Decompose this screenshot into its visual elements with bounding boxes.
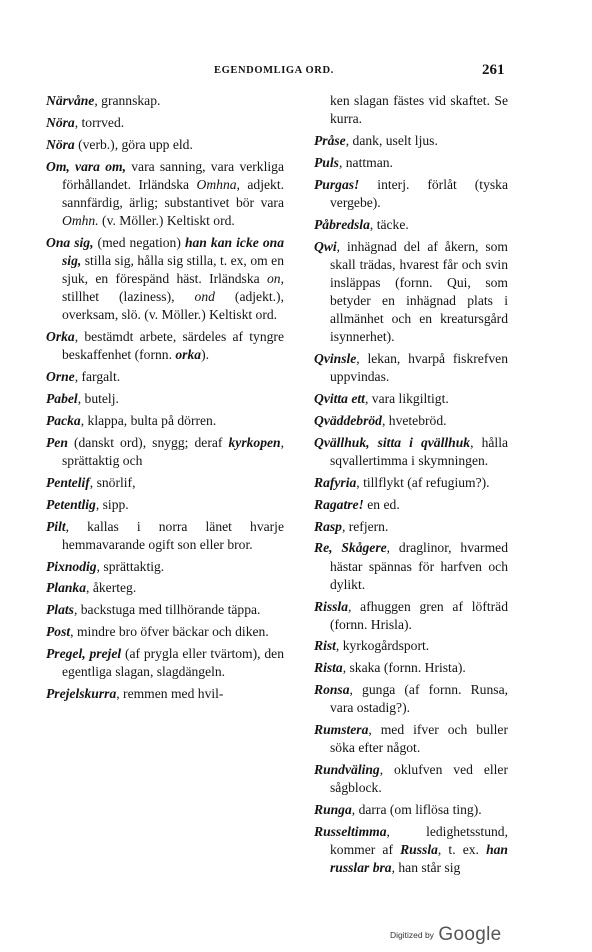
definition-text: , lekan, hvarpå fiskrefven uppvindas.	[330, 351, 508, 385]
headword: Prejelskurra	[46, 686, 117, 702]
definition-text: , dank, uselt ljus.	[345, 132, 438, 148]
headword: Purgas!	[314, 176, 360, 192]
headword: Orne	[46, 369, 75, 385]
definition-text: (danskt ord), snygg; deraf	[67, 434, 229, 450]
dictionary-entry	[314, 412, 508, 430]
dictionary-entry	[314, 823, 508, 877]
headword: Rissla	[314, 598, 348, 614]
dictionary-entry	[314, 390, 508, 408]
headword: Post	[46, 624, 71, 640]
headword: kyrkopen	[228, 434, 281, 450]
google-logo: Google	[438, 924, 502, 945]
dictionary-entry	[46, 496, 284, 514]
definition-text: (adjekt.), overksam, slö. (v. Möller.) Keltiskt ord.	[62, 289, 284, 323]
definition-text: adjekt. sannfärdig, ärlig; substantivet bör vara	[62, 176, 284, 210]
definition-text: , sprättaktig och	[62, 434, 284, 468]
dictionary-entry	[314, 539, 508, 593]
definition-text: , vara likgiltigt.	[364, 390, 449, 406]
dictionary-entry	[314, 801, 508, 819]
dictionary-entry	[46, 685, 284, 703]
definition-text: , hvetebröd.	[381, 412, 447, 428]
italic-term: ond	[194, 289, 215, 305]
headword: Ona sig,	[46, 234, 94, 250]
dictionary-entry	[46, 92, 284, 110]
headword: Pixnodig	[46, 558, 97, 574]
dictionary-entry	[314, 496, 508, 514]
italic-term: Omhn.	[62, 212, 99, 228]
definition-text: , remmen med hvil-	[116, 686, 224, 702]
headword: Rist	[314, 638, 336, 654]
definition-text: , bestämdt arbete, särdeles af tyngre beskaffenhet (fornn.	[62, 329, 284, 363]
dictionary-entry	[314, 681, 508, 717]
headword: Qvällhuk, sitta i qvällhuk	[314, 434, 471, 450]
page-header	[0, 62, 592, 84]
headword: Re, Skågere	[314, 540, 387, 556]
headword: Pregel, prejel	[46, 646, 122, 662]
left-column	[46, 92, 284, 707]
headword: Pentelif	[46, 474, 90, 490]
dictionary-entry	[46, 412, 284, 430]
definition-text: , skaka (fornn. Hrista).	[342, 660, 466, 676]
dictionary-entry	[314, 721, 508, 757]
headword: Nöra	[46, 136, 75, 152]
definition-text: , ledighetsstund, kommer af	[330, 824, 508, 858]
dictionary-entry	[314, 659, 508, 677]
definition-text: , han står sig	[391, 860, 461, 876]
headword: orka	[175, 347, 202, 363]
definition-text: , grannskap.	[94, 93, 161, 108]
definition-text: , sprättaktig.	[96, 558, 165, 574]
definition-text: (verb.), göra upp eld.	[74, 136, 193, 152]
dictionary-entry	[314, 518, 508, 536]
definition-text: , gunga (af fornn. Runsa, vara ostadig?).	[330, 682, 508, 716]
headword: Qväddebröd	[314, 412, 382, 428]
digitized-footer	[390, 924, 501, 946]
headword: Ragatre!	[314, 496, 364, 512]
definition-text: , mindre bro öfver bäckar och diken.	[70, 624, 269, 640]
definition-text: , inhägnad del af åkern, som skall trädas, hvarest får och svin insläppas (fornn. Qui, som betyder en inhägnad plats i allmänhet och en kreatursgård isynnerhet).	[330, 238, 508, 345]
headword: Rista	[314, 660, 343, 676]
headword: Ronsa	[314, 682, 350, 698]
dictionary-entry	[314, 176, 508, 212]
definition-text: , backstuga med tillhörande täppa.	[73, 602, 261, 618]
dictionary-entry	[46, 114, 284, 132]
headword: Om, vara om,	[46, 158, 126, 174]
dictionary-entry	[46, 434, 284, 470]
dictionary-entry	[46, 474, 284, 492]
headword: Qvitta ett	[314, 390, 365, 406]
definition-text: , kallas i norra länet hvarje hemmavarande ogift son eller bror.	[62, 518, 284, 552]
definition-text: , butelj.	[77, 390, 119, 406]
dictionary-entry	[46, 623, 284, 641]
definition-text: vara sanning, vara verkliga förhållandet. Irländska	[62, 158, 284, 192]
headword: Rafyria	[314, 474, 357, 490]
italic-term: on,	[267, 271, 284, 287]
definition-text: , refjern.	[341, 518, 389, 534]
definition-text: , med ifver och buller söka efter något.	[330, 722, 508, 756]
headword: Runga	[314, 802, 352, 818]
definition-text: ).	[201, 347, 209, 363]
definition-text: , täcke.	[369, 216, 409, 232]
definition-text: (med negation)	[93, 234, 185, 250]
definition-text: , t. ex.	[437, 842, 487, 858]
definition-text: (af prygla eller tvärtom), den egentliga slagan, slagdängeln.	[62, 646, 284, 680]
dictionary-entry	[314, 238, 508, 347]
dictionary-entry	[46, 136, 284, 154]
definition-text: stilla sig, hålla sig stilla, t. ex, om en sjuk, en förespänd häst. Irländska	[62, 252, 284, 287]
headword: Russla	[400, 842, 438, 858]
definition-text: , draglinor, hvarmed hästar spännas för harfven och dylikt.	[330, 540, 508, 592]
definition-text: (v. Möller.) Keltiskt ord.	[98, 212, 235, 228]
definition-text: , tillflykt (af refugium?).	[356, 474, 490, 490]
definition-text: interj. förlåt (tyska vergebe).	[330, 176, 508, 210]
dictionary-entry	[46, 158, 284, 230]
definition-text: stillhet (laziness),	[62, 289, 195, 305]
dictionary-entry	[314, 637, 508, 655]
headword: Plats	[46, 602, 74, 618]
definition-text: , torrved.	[74, 114, 125, 130]
definition-text: , hålla sqvallertimma i skymningen.	[330, 434, 508, 468]
definition-text: , afhuggen gren af löfträd (fornn. Hrisla).	[330, 598, 508, 632]
headword: Puls	[314, 154, 339, 170]
headword: Närvåne	[46, 93, 95, 108]
headword: Russeltimma	[314, 824, 387, 840]
definition-text: , snörlif,	[89, 474, 136, 490]
definition-text: , kyrkogårdsport.	[335, 638, 430, 654]
dictionary-entry	[46, 328, 284, 364]
headword: Packa	[46, 412, 81, 428]
dictionary-entry	[46, 234, 284, 324]
digitized-by-text: Digitized by	[390, 930, 434, 940]
headword: han russlar bra	[330, 842, 508, 876]
page-number: 261	[482, 62, 505, 78]
dictionary-entry	[46, 558, 284, 576]
italic-term: Omhna,	[196, 176, 240, 192]
definition-text: , klappa, bulta på dörren.	[80, 412, 217, 428]
dictionary-entry	[46, 579, 284, 597]
definition-text: , åkerteg.	[86, 580, 137, 596]
headword: Pen	[46, 434, 68, 450]
definition-text: , fargalt.	[74, 369, 121, 385]
headword: Rasp	[314, 518, 342, 534]
definition-text: , oklufven ved eller sågblock.	[330, 762, 508, 796]
headword: Petentlig	[46, 496, 96, 512]
dictionary-entry	[314, 154, 508, 172]
headword: Orka	[46, 329, 75, 345]
dictionary-entry	[46, 518, 284, 554]
headword: han kan icke ona sig,	[62, 234, 284, 268]
dictionary-entry	[314, 434, 508, 470]
headword: Rumstera	[314, 722, 369, 738]
right-column	[314, 92, 508, 881]
definition-text: , sipp.	[95, 496, 129, 512]
definition-text: en ed.	[363, 496, 400, 512]
headword: Rundväling	[314, 762, 380, 778]
running-title: EGENDOMLIGA ORD.	[214, 65, 334, 76]
headword: Pabel	[46, 390, 78, 406]
headword: Påbredsla	[314, 216, 370, 232]
headword: Qvinsle	[314, 351, 357, 366]
headword: Pilt	[46, 518, 66, 534]
continuation-entry: ken slagan fästes vid skaftet. Se kurra.	[330, 93, 508, 127]
dictionary-entry	[314, 216, 508, 234]
dictionary-entry	[314, 598, 508, 634]
dictionary-entry	[46, 645, 284, 681]
dictionary-entry	[314, 132, 508, 150]
dictionary-entry	[46, 368, 284, 386]
headword: Planka	[46, 580, 87, 596]
dictionary-entry	[314, 761, 508, 797]
dictionary-entry	[46, 390, 284, 408]
dictionary-entry	[46, 601, 284, 619]
headword: Qwi	[314, 238, 337, 254]
dictionary-entry	[314, 350, 508, 386]
definition-text: , darra (om liflösa ting).	[351, 802, 482, 818]
dictionary-entry	[314, 474, 508, 492]
headword: Nöra	[46, 114, 75, 130]
definition-text: , nattman.	[338, 154, 393, 170]
headword: Pråse	[314, 132, 346, 148]
